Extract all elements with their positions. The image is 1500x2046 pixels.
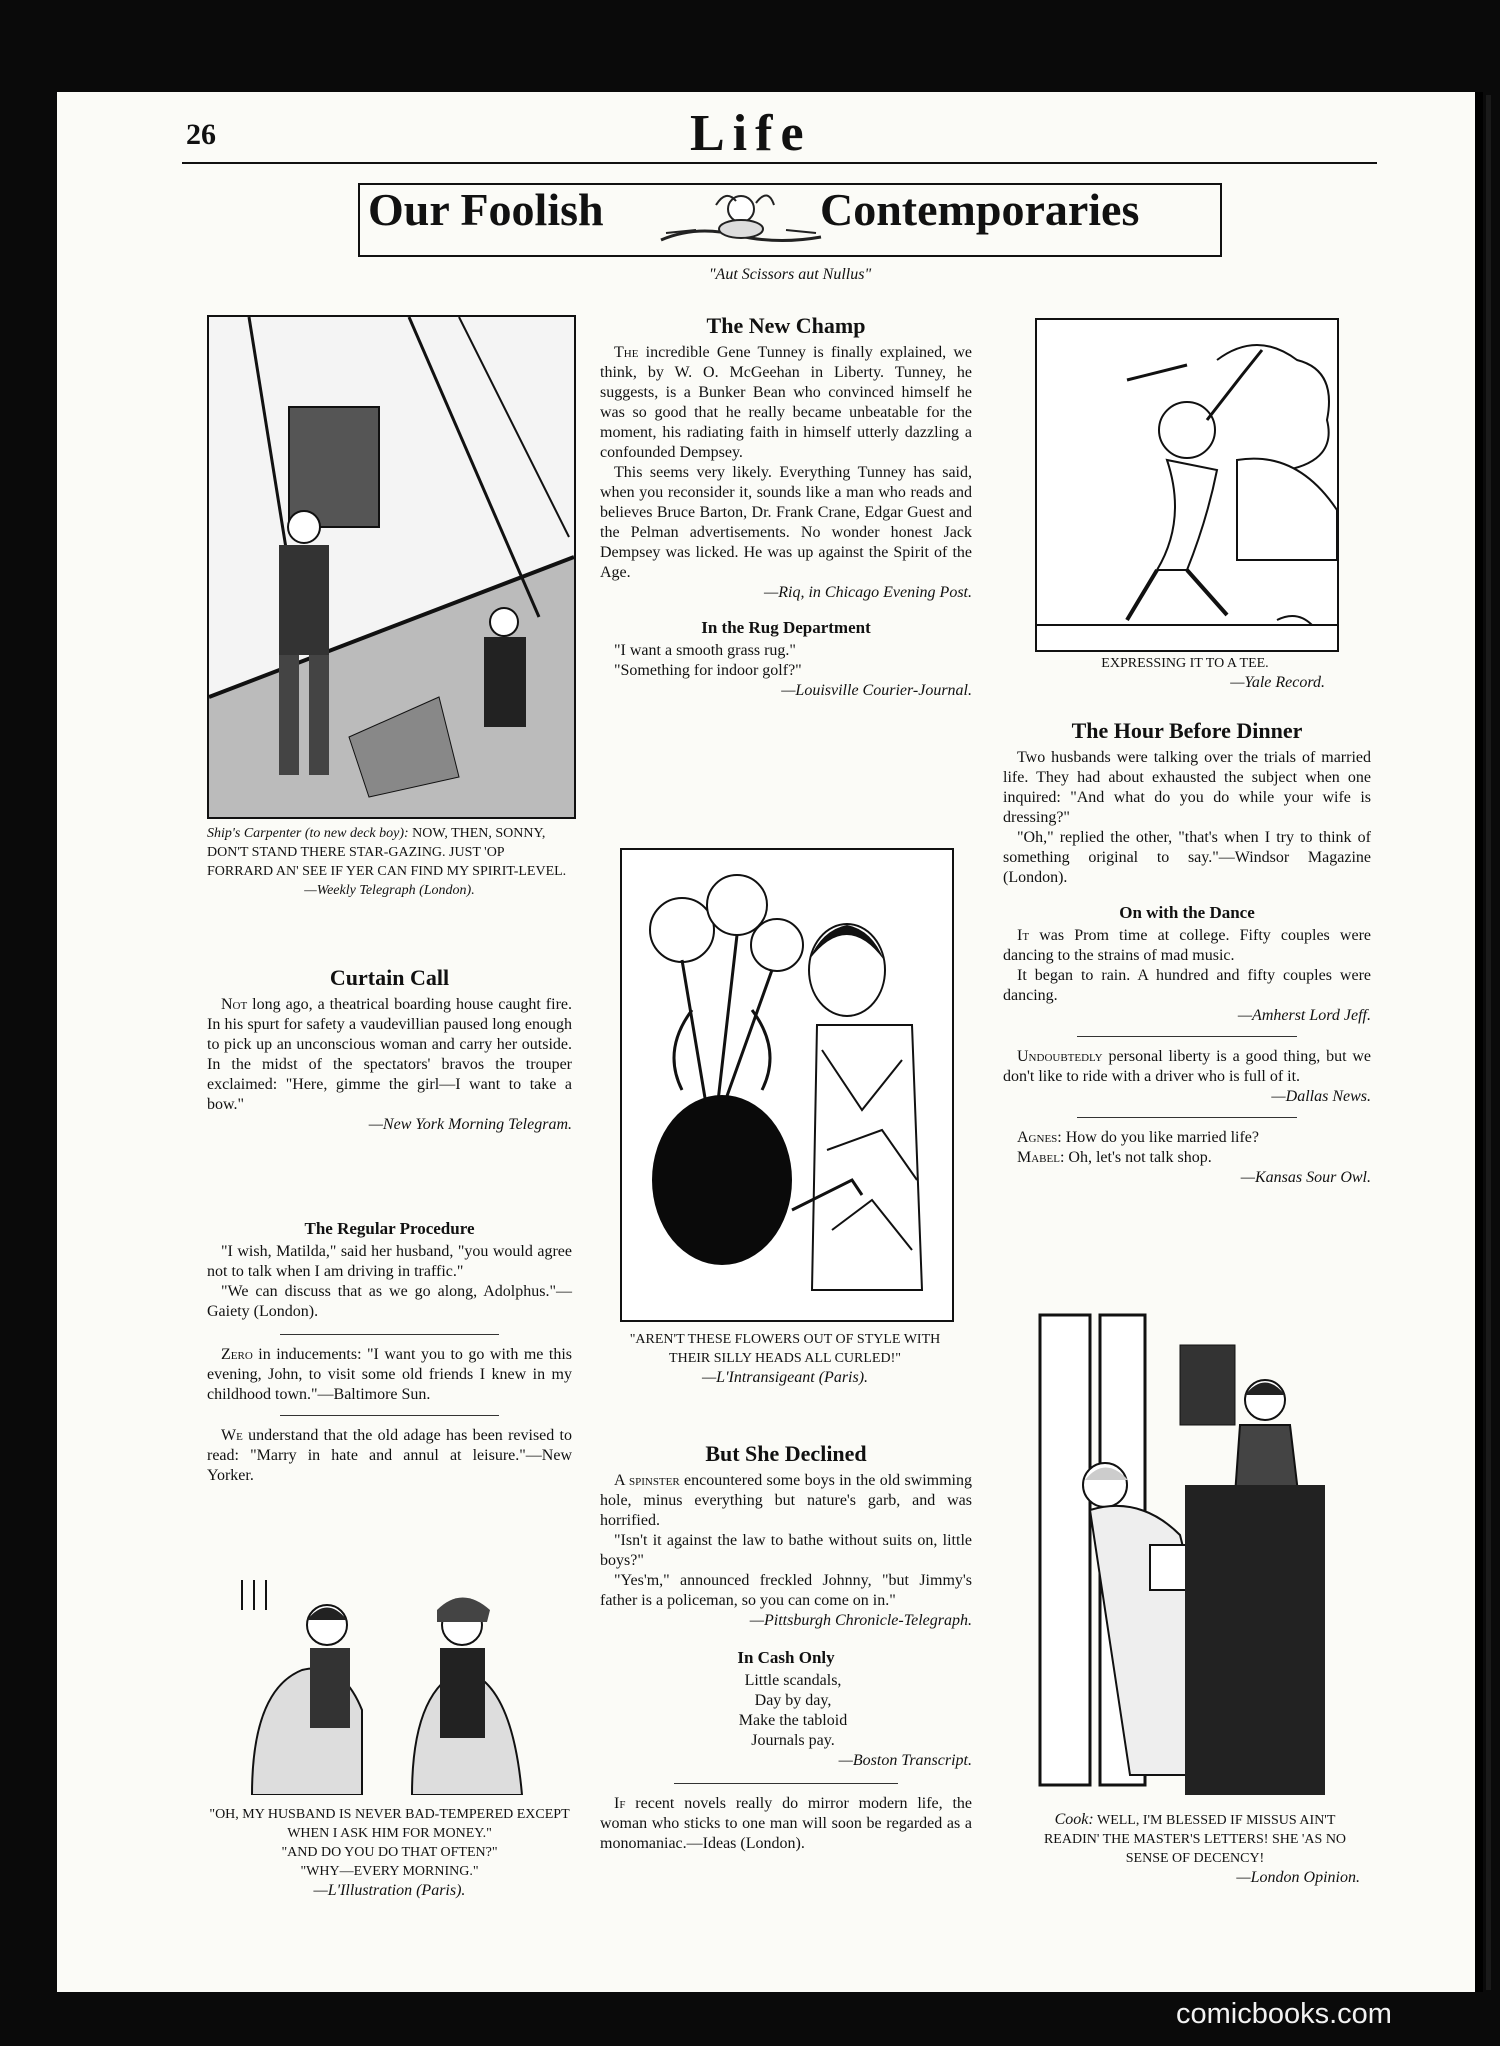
caption-source: —L'Illustration (Paris). — [313, 1882, 466, 1899]
article-body: recent novels really do mirror modern life, the woman who sticks to one man will soon be regarded as a monomaniac.—Ideas (London). — [600, 1795, 973, 1852]
cook-cartoon-caption — [1030, 1810, 1360, 1887]
article-body: "We can discuss that as we go along, Adolphus."—Gaiety (London). — [207, 1283, 572, 1320]
ship-cartoon-caption — [207, 824, 572, 900]
flapper-flowers-cartoon — [620, 848, 954, 1322]
poem-line: Little scandals, — [744, 1672, 842, 1689]
article-title: Curtain Call — [329, 965, 450, 990]
caption-text: EXPRESSING IT TO A TEE. — [1101, 656, 1269, 671]
curtain-call-article — [207, 965, 572, 1135]
caption-speaker: Cook: — [1054, 1811, 1094, 1828]
article-body: It began to rain. A hundred and fifty couples were dancing. — [1003, 967, 1371, 1004]
article-body: was Prom time at college. Fifty couples were dancing to the strains of mad music. — [1003, 927, 1371, 964]
speaker-label: Mabel: — [1017, 1149, 1065, 1166]
lead-word: Zero — [221, 1346, 253, 1363]
article-source: —Pittsburgh Chronicle-Telegraph. — [749, 1612, 972, 1629]
article-title: The Hour Before Dinner — [1071, 718, 1303, 743]
masthead: Life — [690, 105, 812, 162]
article-body: "Something for indoor golf?" — [614, 662, 802, 679]
but-she-declined-article — [600, 1441, 972, 1854]
lead-word: If — [614, 1795, 626, 1812]
article-title: On with the Dance — [1119, 903, 1255, 922]
caption-line: "WHY—EVERY MORNING." — [300, 1864, 479, 1879]
article-title: But She Declined — [705, 1441, 867, 1466]
dialogue-line: How do you like married life? — [1065, 1129, 1260, 1146]
poem-title: In Cash Only — [737, 1648, 835, 1667]
article-body: understand that the old adage has been revised to read: "Marry in hate and annul at leisure."—New Yorker. — [207, 1427, 573, 1484]
article-source: —Louisville Courier-Journal. — [781, 682, 972, 699]
divider — [1077, 1117, 1298, 1118]
page-edge-shadow — [1486, 95, 1491, 1990]
article-source: —Kansas Sour Owl. — [1240, 1169, 1371, 1186]
golfer-cartoon — [1035, 318, 1339, 652]
cook-reading-letters-cartoon — [1030, 1305, 1350, 1805]
page-edge — [1475, 92, 1483, 1992]
hour-before-dinner-article — [1003, 718, 1371, 1188]
poem-line: Make the tabloid — [738, 1712, 848, 1729]
article-body: incredible Gene Tunney is finally explained, we think, by W. O. McGeehan in Liberty. Tunney, he suggests, is a Bunker Bean who convinced himself he was so good that he really became unbeatable for the moment, his radiating faith in himself utterly dazzling a confounded Dempsey. — [600, 344, 972, 461]
article-title: The New Champ — [706, 313, 866, 338]
two-women-cartoon — [232, 1570, 547, 1795]
lead-word: The — [614, 344, 639, 361]
new-champ-article — [600, 313, 972, 701]
section-title-right: Contemporaries — [820, 184, 1140, 235]
article-body: encountered some boys in the old swimming hole, minus everything but nature's garb, and was horrified. — [600, 1472, 973, 1529]
divider — [280, 1415, 499, 1416]
article-body: in inducements: "I want you to go with me this evening, John, to visit some old friends I knew in my childhood town."—Baltimore Sun. — [207, 1346, 572, 1403]
lead-word: A spinster — [614, 1472, 680, 1489]
speaker-label: Agnes: — [1017, 1129, 1062, 1146]
dialogue-line: Oh, let's not talk shop. — [1068, 1149, 1212, 1166]
caption-source: —London Opinion. — [1236, 1869, 1360, 1886]
divider — [674, 1783, 897, 1784]
header-rule — [182, 162, 1377, 164]
caption-speaker: Ship's Carpenter (to new deck boy): — [207, 826, 409, 841]
article-title: The Regular Procedure — [304, 1219, 475, 1238]
poem-source: —Boston Transcript. — [838, 1752, 972, 1769]
divider — [1077, 1036, 1298, 1037]
article-body: "Oh," replied the other, "that's when I try to think of something original to say."—Windsor Magazine (London). — [1003, 829, 1371, 886]
article-body: "I want a smooth grass rug." — [614, 642, 796, 659]
lead-word: We — [221, 1427, 243, 1444]
article-body: "Isn't it against the law to bathe without suits on, little boys?" — [600, 1532, 972, 1569]
regular-procedure-article — [207, 1218, 572, 1486]
caption-text: NOW, THEN, SONNY, DON'T STAND THERE STAR-GAZING. JUST 'OP FORRARD AN' SEE IF YER CAN FIND MY SPIRIT-LEVEL. — [207, 826, 567, 879]
caption-line: "AND DO YOU DO THAT OFTEN?" — [281, 1845, 498, 1860]
section-motto: "Aut Scissors aut Nullus" — [708, 266, 872, 283]
section-title-left: Our Foolish — [368, 184, 604, 235]
poem-line: Journals pay. — [751, 1732, 835, 1749]
ship-deck-cartoon — [207, 315, 576, 819]
article-source: —Amherst Lord Jeff. — [1237, 1007, 1371, 1024]
article-body: "I wish, Matilda," said her husband, "you would agree not to talk when I am driving in traffic." — [207, 1243, 572, 1280]
caption-source: —L'Intransigeant (Paris). — [701, 1369, 869, 1386]
cherub-ornament-icon — [656, 185, 826, 251]
article-source: —Riq, in Chicago Evening Post. — [764, 584, 972, 601]
article-title: In the Rug Department — [701, 618, 871, 637]
women-cartoon-caption — [207, 1805, 572, 1900]
caption-source: —Weekly Telegraph (London). — [304, 883, 475, 898]
poem-line: Day by day, — [754, 1692, 832, 1709]
article-source: —Dallas News. — [1271, 1088, 1371, 1105]
article-body: "Yes'm," announced freckled Johnny, "but Jimmy's father is a policeman, so you can come on in." — [600, 1572, 972, 1609]
golfer-cartoon-caption — [1005, 654, 1365, 692]
watermark: comicbooks.com — [1176, 1998, 1392, 2030]
lead-word: It — [1017, 927, 1030, 944]
article-source: —New York Morning Telegram. — [368, 1116, 572, 1133]
caption-text: "AREN'T THESE FLOWERS OUT OF STYLE WITH THEIR SILLY HEADS ALL CURLED!" — [629, 1332, 941, 1366]
caption-line: "OH, MY HUSBAND IS NEVER BAD-TEMPERED EXCEPT WHEN I ASK HIM FOR MONEY." — [209, 1807, 570, 1841]
flowers-cartoon-caption — [610, 1330, 960, 1387]
caption-source: —Yale Record. — [1230, 674, 1325, 691]
lead-word: Undoubtedly — [1017, 1048, 1103, 1065]
divider — [280, 1334, 499, 1335]
lead-word: Not — [221, 996, 248, 1013]
article-body: Two husbands were talking over the trials of married life. They had about exhausted the subject when one inquired: "And what do you do while your wife is dressing?" — [1003, 749, 1371, 826]
caption-text: WELL, I'M BLESSED IF MISSUS AIN'T READIN' THE MASTER'S LETTERS! SHE 'AS NO SENSE OF DECENCY! — [1043, 1813, 1347, 1866]
page-number: 26 — [186, 118, 216, 151]
article-body: This seems very likely. Everything Tunney has said, when you reconsider it, sounds like a man who reads and believes Bruce Barton, Dr. Frank Crane, Edgar Guest and the Pelman advertisements. No wonder honest Jack Dempsey was licked. He was up against the Spirit of the Age. — [600, 464, 972, 581]
article-body: personal liberty is a good thing, but we don't like to ride with a driver who is full of it. — [1003, 1048, 1372, 1085]
article-body: long ago, a theatrical boarding house caught fire. In his spurt for safety a vaudevillian paused long enough to pick up an unconscious woman and carry her outside. In the midst of the spectators' bravos the trouper exclaimed: "Here, gimme the girl—I want to take a bow." — [207, 996, 573, 1113]
